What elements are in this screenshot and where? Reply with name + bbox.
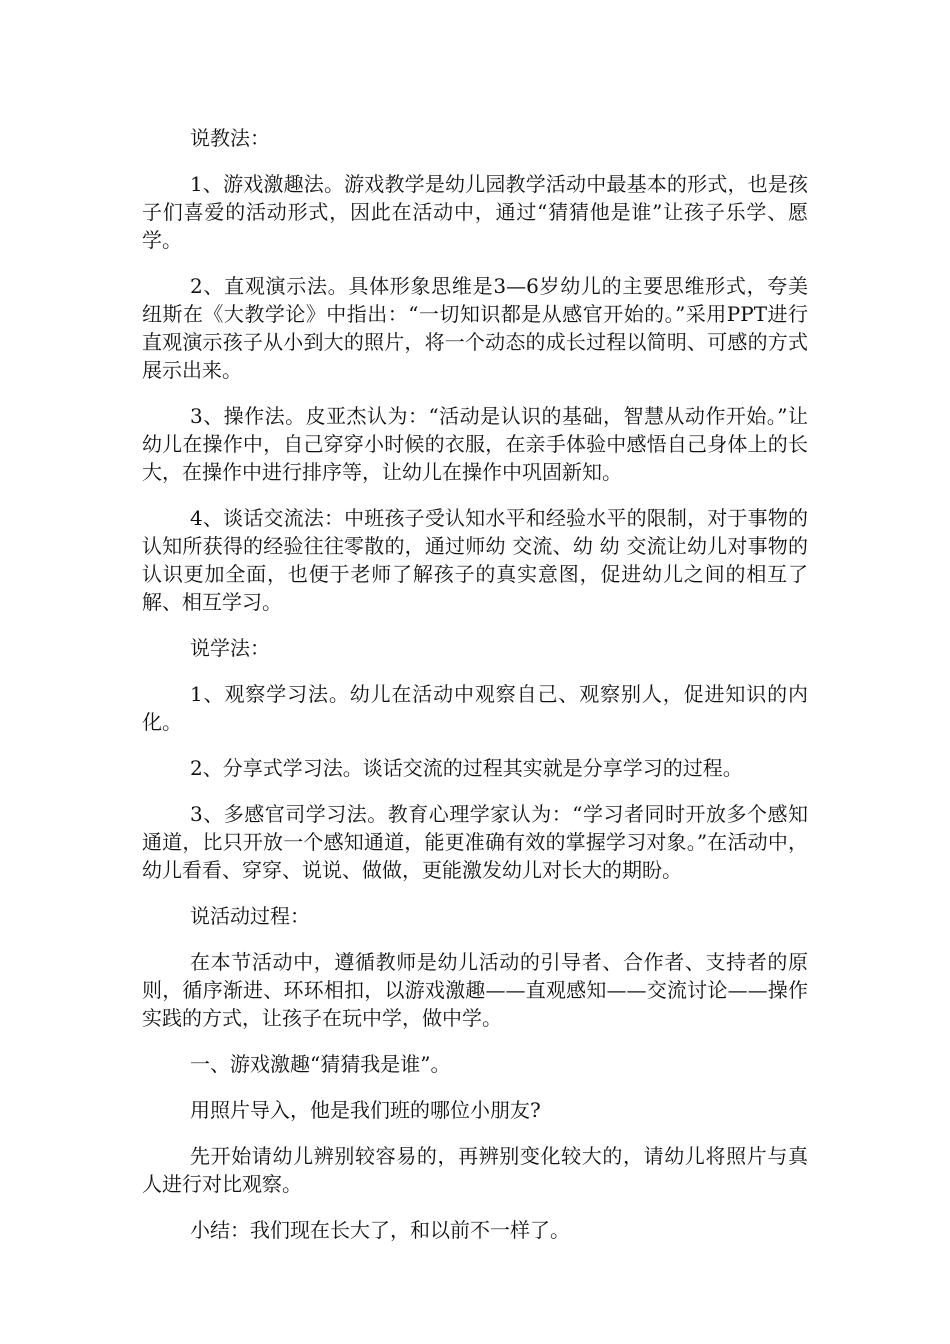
paragraph-operation-method: 3、操作法。皮亚杰认为：“活动是认识的基础，智慧从动作开始。”让幼儿在操作中，自己穿穿小时候的衣服，在亲手体验中感悟自己身体上的长大，在操作中进行排序等，让幼儿在操作中巩固新知。 — [142, 404, 808, 484]
paragraph-sharing-learning: 2、分享式学习法。谈话交流的过程其实就是分享学习的过程。 — [190, 756, 743, 780]
paragraph-demonstration-method: 2、直观演示法。具体形象思维是3—6岁幼儿的主要思维形式，夸美纽斯在《大教学论》中指出：“一切知识都是从感官开始的。”采用PPT进行直观演示孩子从小到大的照片，将一个动态的成长过程以简明、可感的方式展示出来。 — [142, 274, 808, 382]
paragraph-game-method: 1、游戏激趣法。游戏教学是幼儿园教学活动中最基本的形式，也是孩子们喜爱的活动形式，因此在活动中，通过“猜猜他是谁”让孩子乐学、愿学。 — [142, 172, 808, 252]
paragraph-multisensory-learning: 3、多感官司学习法。教育心理学家认为：“学习者同时开放多个感知通道，比只开放一个感知通道，能更准确有效的掌握学习对象。”在活动中，幼儿看看、穿穿、说说、做做，更能激发幼儿对长大的期盼。 — [142, 802, 808, 882]
section-heading-teaching-methods: 说教法： — [190, 126, 270, 150]
paragraph-photo-comparison: 先开始请幼儿辨别较容易的，再辨别变化较大的，请幼儿将照片与真人进行对比观察。 — [142, 1144, 808, 1196]
section-heading-learning-methods: 说学法： — [190, 636, 270, 660]
paragraph-summary: 小结：我们现在长大了，和以前不一样了。 — [190, 1218, 570, 1242]
document-body — [142, 124, 808, 1262]
paragraph-observation-learning: 1、观察学习法。幼儿在活动中观察自己、观察别人，促进知识的内化。 — [142, 682, 808, 734]
section-heading-activity-process: 说活动过程： — [190, 904, 310, 928]
paragraph-conversation-method: 4、谈话交流法：中班孩子受认知水平和经验水平的限制，对于事物的认知所获得的经验往往零散的，通过师幼 交流、幼 幼 交流让幼儿对事物的认识更加全面，也便于老师了解孩子的真实意图，促进幼儿之间的相互了解、相互学习。 — [142, 506, 808, 614]
paragraph-step-one-heading: 一、游戏激趣“猜猜我是谁”。 — [190, 1052, 451, 1076]
paragraph-activity-overview: 在本节活动中，遵循教师是幼儿活动的引导者、合作者、支持者的原则，循序渐进、环环相扣，以游戏激趣——直观感知——交流讨论——操作实践的方式，让孩子在玩中学，做中学。 — [142, 950, 808, 1030]
paragraph-photo-intro: 用照片导入，他是我们班的哪位小朋友? — [190, 1098, 541, 1122]
